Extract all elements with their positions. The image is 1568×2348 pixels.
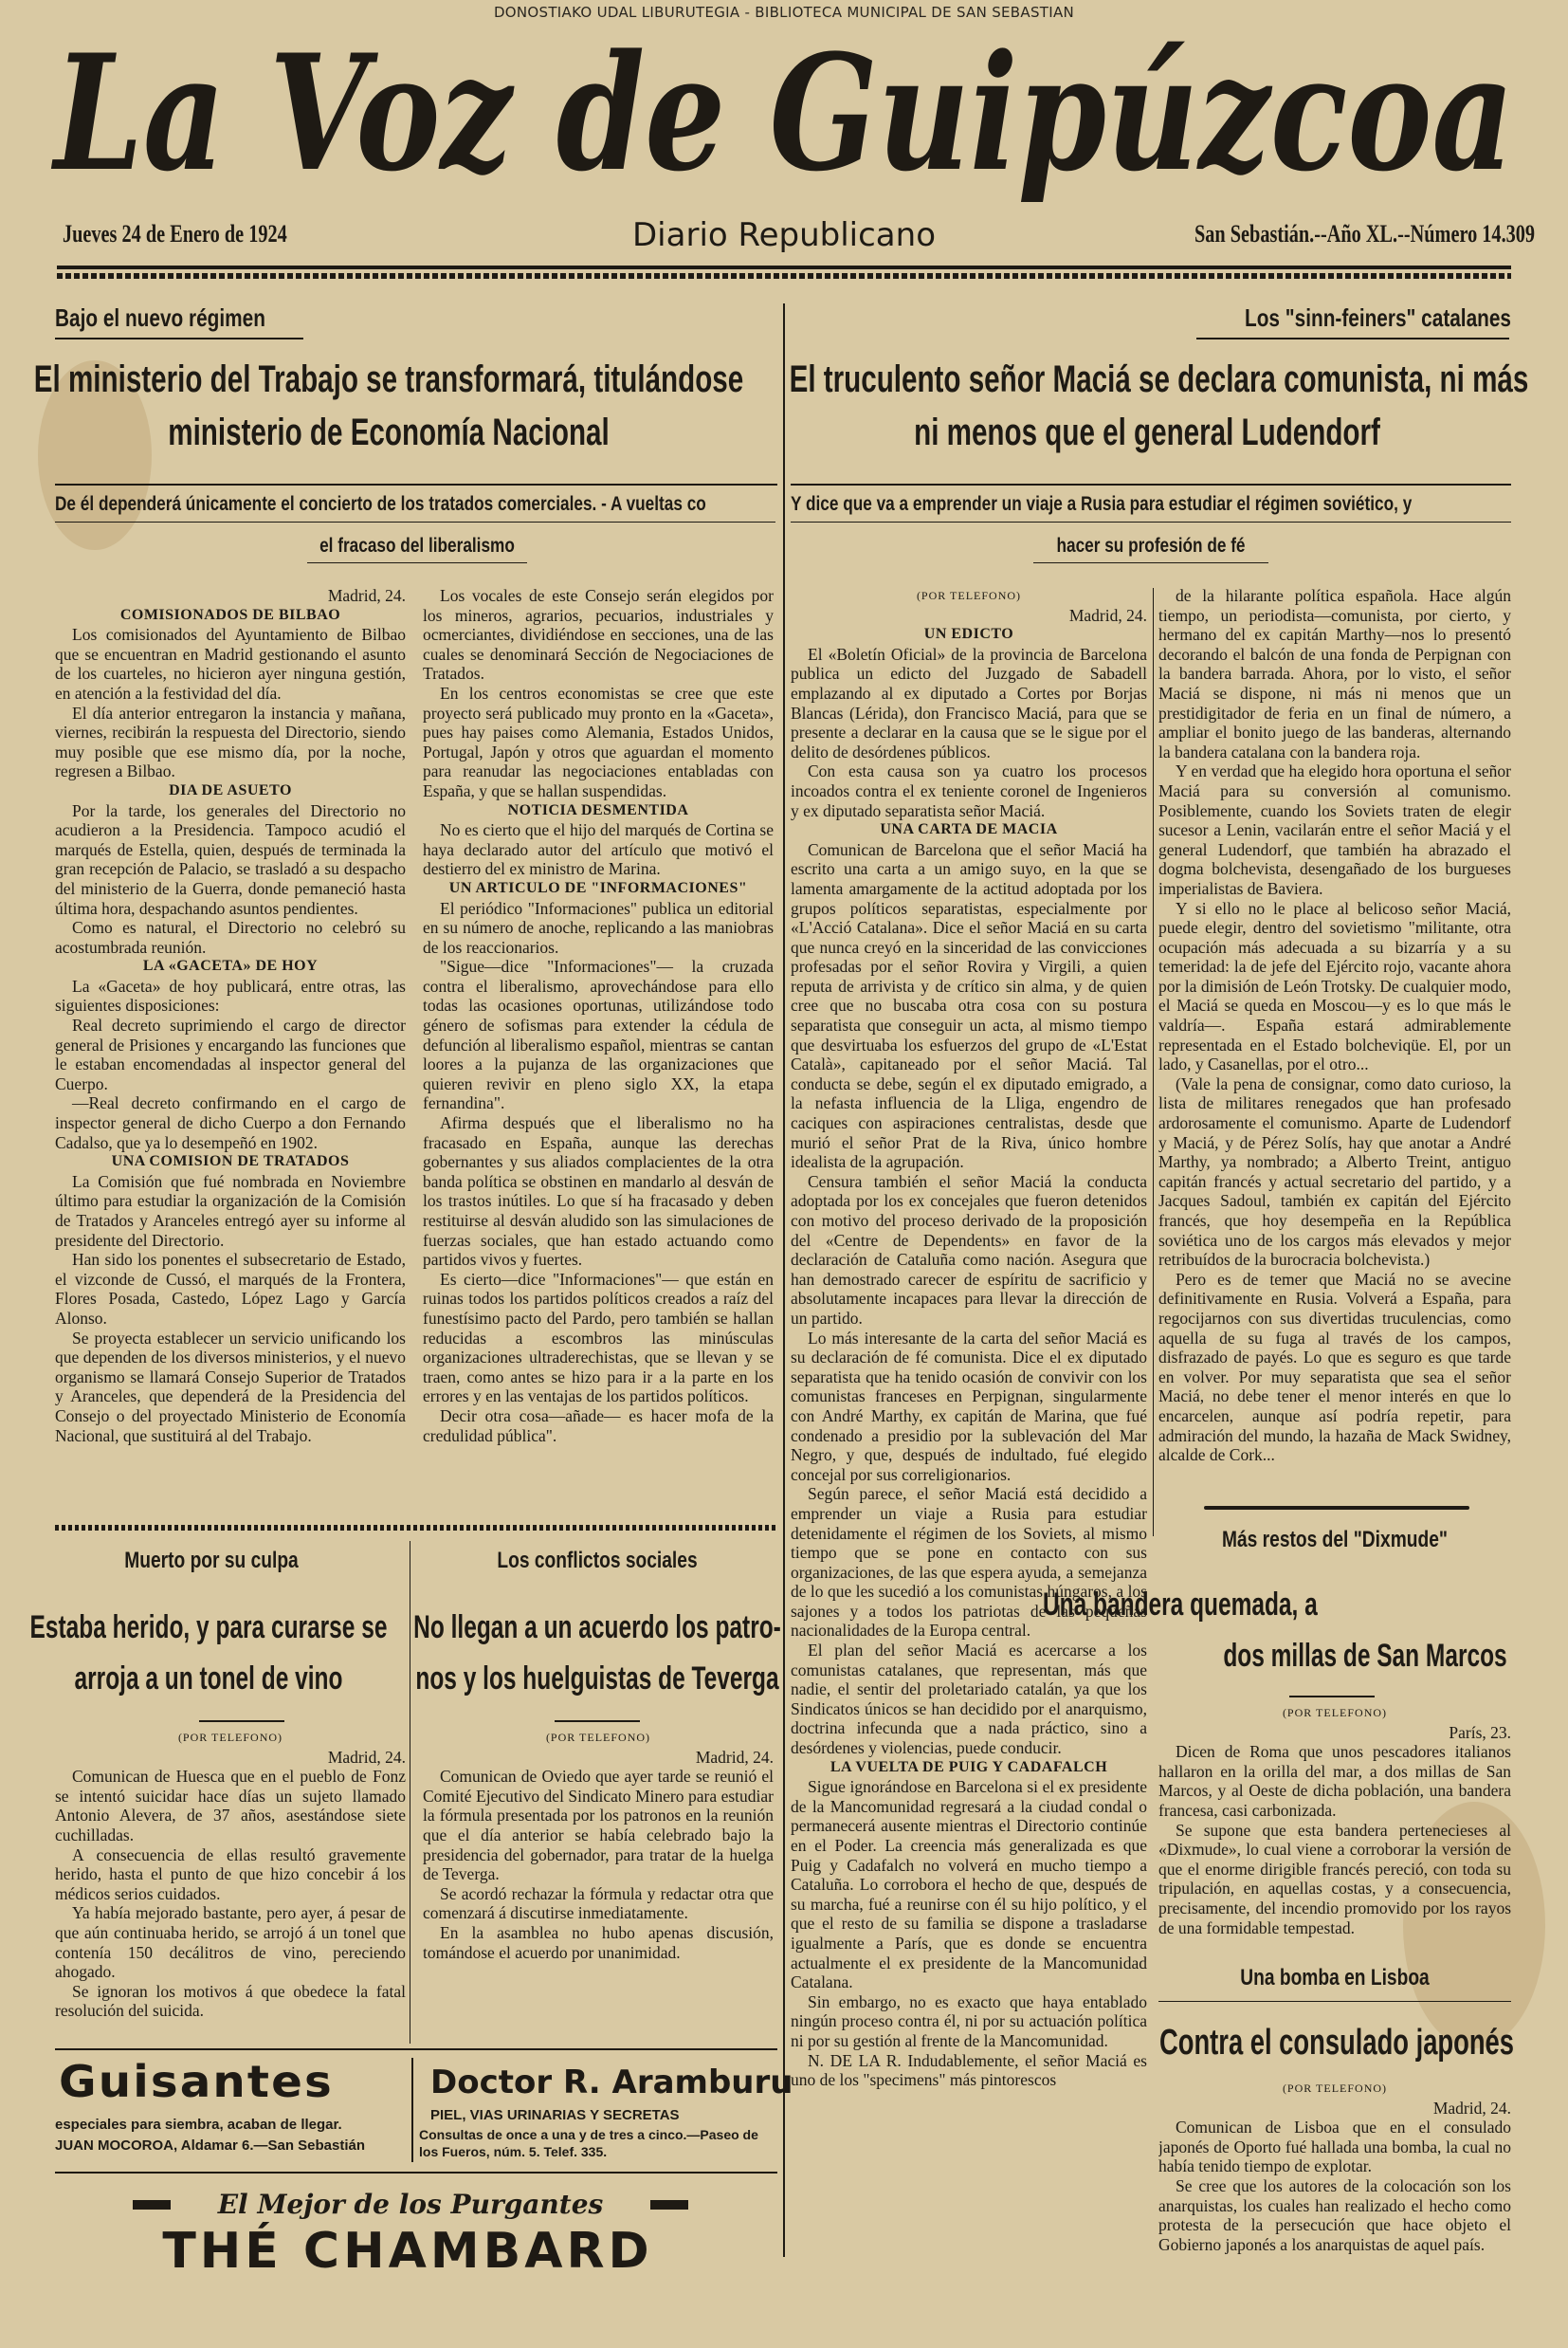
- paragraph: Censura también el señor Maciá la conducta adoptada por los ex concejales que fueron detenidos con motivo del proceso derivado de la proposición del «Centre de Dependents» en favor de la declaración de Cataluña como nación. Asegura que han demostrado carecer de espíritu de sacrificio y absolutamente incapaces para llevar la dirección de un partido.: [791, 1171, 1147, 1328]
- subheading: UNA COMISION DE TRATADOS: [111, 1153, 350, 1170]
- suicide-kicker: Muerto por su culpa: [124, 1548, 299, 1573]
- paragraph: La «Gaceta» de hoy publicará, entre otras, las siguientes disposiciones:: [55, 976, 406, 1016]
- paragraph: Como es natural, el Directorio no celebró su acostumbrada reunión.: [55, 918, 406, 957]
- short-rule: [555, 1720, 640, 1722]
- paragraph: Y en verdad que ha elegido hora oportuna el señor Maciá para su conversión al comunismo. Posiblemente, cuando los Soviets traten de elegir sucesor a Lenin, vacilarán entre el señor Maciá y el general Ludendorf, que también ha abrazado el dogma bolchevista, desengañado de los burgueses imperialistas de Baviera.: [1158, 761, 1511, 898]
- paragraph: Comunican de Oviedo que ayer tarde se reunió el Comité Ejecutivo del Sindicato Minero para estudiar la fórmula presentada por los patronos en la reunión que el día anterior se había celebrado bajo la presidencia del gobernador, para tratar de la huelga de Teverga.: [423, 1767, 774, 1884]
- paragraph: Comunican de Huesca que en el pueblo de Fonz se intentó suicidar hace días un sujeto llamado Antonio Alevera, de 37 años, asestándose siete cuchilladas.: [55, 1767, 406, 1844]
- ad-doctor-title: Doctor R. Aramburu: [430, 2064, 793, 2101]
- teverga-body: [423, 1728, 774, 2031]
- ad-guisantes-line1: especiales para siembra, acaban de llegar.: [55, 2117, 342, 2133]
- subtitle: Diario Republicano: [632, 216, 936, 254]
- paragraph: El día anterior entregaron la instancia y mañana, viernes, recibirán la respuesta del Directorio, siendo muy posible que ese mismo día, por la noche, regresen a Bilbao.: [55, 703, 406, 781]
- paragraph: Por la tarde, los generales del Directorio no acudieron a la Presidencia. Tampoco acudió el marqués de Estella, quien, después de terminada la gran recepción de Palacio, se trasladó a su despacho del ministerio de la Guerra, donde pemaneció hasta última hora, despachando asuntos pendientes.: [55, 800, 406, 918]
- kicker-underline: [1158, 2001, 1511, 2002]
- paragraph: "Sigue—dice "Informaciones"— la cruzada contra el liberalismo, aprovechándose para ello todas las ocasiones oportunas, utilizándose todo género de sofismas para extender la cédula de defunción al liberalismo español, mientras se cantan loores a la pujanza de las organizaciones que quieren revivir en pleno siglo XX, la etapa fernandina".: [423, 957, 774, 1113]
- dateline: Madrid, 24.: [327, 586, 406, 605]
- dixmude-body: [1158, 1703, 1511, 1969]
- subheading: UNA CARTA DE MACIA: [880, 821, 1058, 838]
- subheading: LA «GACETA» DE HOY: [142, 958, 319, 975]
- right-kicker: Los "sinn-feiners" catalanes: [1245, 303, 1511, 332]
- paragraph: Real decreto suprimiendo el cargo de director general de Prisiones y encargando las funciones que le estaban encomendadas al inspector general del Cuerpo.: [55, 1016, 406, 1093]
- paragraph: Los comisionados del Ayuntamiento de Bilbao que se encuentran en Madrid gestionando el asunto de los cuarteles, no hicieron ayer ninguna gestión, en atención a la festividad del día.: [55, 625, 406, 703]
- ad-guisantes-line2: JUAN MOCOROA, Aldamar 6.—San Sebastián: [55, 2137, 366, 2154]
- paragraph: Comunican de Lisboa que en el consulado japonés de Oporto fué hallada una bomba, la cual no había tenido tiempo de explotar.: [1158, 2118, 1511, 2176]
- dateline: París, 23.: [1449, 1722, 1511, 1742]
- telefono-tag: (POR TELEFONO): [916, 589, 1022, 602]
- paragraph: Los vocales de este Consejo serán elegidos por los mineros, agrarios, pecuarios, industriales y ocmerciantes, dividiéndose en secciones, una de las cuales se denominará Sección de Negociaciones de Tratados.: [423, 586, 774, 684]
- subheading: UN EDICTO: [923, 626, 1014, 643]
- left-story-column-2: [423, 586, 774, 1515]
- paragraph: Ya había mejorado bastante, pero ayer, á pesar de que aún continuaba herido, se arrojó á un tonel que contenía 150 decálitros de vino, pereciendo ahogado.: [55, 1903, 406, 1982]
- paragraph: No es cierto que el hijo del marqués de Cortina se haya declarado autor del artículo que motivó el destierro del ex ministro de Marina.: [423, 820, 774, 879]
- paragraph: Decir otra cosa—añade— es hacer mofa de la credulidad pública".: [423, 1405, 774, 1445]
- paragraph: Lo más interesante de la carta del señor Maciá es su declaración de fé comunista. Dice el ex diputado separatista que ha tenido ocasión de convivir con los comunistas franceses en Perpignan, singularmente con André Marthy, ex capitán de Marina, que fué condenado a presidio por la sublevación del Mar Negro, y que, después de indultado, fué elegido concejal por sus correligionarios.: [791, 1328, 1147, 1484]
- paragraph: La Comisión que fué nombrada en Noviembre último para estudiar la organización de la Comisión de Tratados y Aranceles entregó ayer su informe al presidente del Directorio.: [55, 1171, 406, 1250]
- right-headline-1: El truculento señor Maciá se declara comunista, ni más: [789, 358, 1529, 400]
- dateline: Madrid, 24.: [1068, 605, 1147, 625]
- lisboa-headline: Contra el consulado japonés: [1159, 2023, 1514, 2063]
- telefono-tag: (POR TELEFONO): [1282, 2082, 1388, 2095]
- paragraph: Sigue ignorándose en Barcelona si el ex presidente de la Mancomunidad regresará a la ciudad condal o permanecerá ausente mientras el Directorio continúe en el Poder. La creencia más generalizada es que Puig y Cadafalch no volverá en mucho tiempo a Cataluña. Lo corrobora el hecho de que, después de su marcha, fué a reunirse con él su hijo político, y el que el resto de su familia se dispone a trasladarse igualmente a París, que es donde se encuentra actualmente el ex presidente de la Mancomunidad Catalana.: [791, 1777, 1147, 1992]
- paragraph: Se supone que esta bandera pertenecieses al «Dixmude», lo cual viene a corroborar la versión de que el enorme dirigible francés pereció, con toda su tripulación, en aquellas costas, y a consecuencia, precisamente, del incendio promovido por los rayos de una formidable tempestad.: [1158, 1820, 1511, 1937]
- dateline: Madrid, 24.: [695, 1747, 774, 1767]
- ad-guisantes-title: Guisantes: [59, 2056, 334, 2107]
- right-deck-1: Y dice que va a emprender un viaje a Rusia para estudiar el régimen soviético, y: [791, 493, 1413, 515]
- dixmude-kicker: Más restos del "Dixmude": [1221, 1527, 1448, 1552]
- ads-rule: [55, 2172, 777, 2174]
- paragraph: —Real decreto confirmando en el cargo de inspector general de dicho Cuerpo a don Fernando Cadalso, que ya lo desempeñó en 1902.: [55, 1093, 406, 1152]
- paragraph: Se ignoran los motivos á que obedece la fatal resolución del suicida.: [55, 1981, 406, 2021]
- left-headline-1: El ministerio del Trabajo se transformará, titulándose: [33, 358, 744, 400]
- paragraph: El «Boletín Oficial» de la provincia de Barcelona publica un edicto del Juzgado de Sabadell emplazando al ex diputado a Cortes por Borjas Blancas (Lérida), don Francisco Maciá, para que se presente a declarar en la causa que se le sigue por el delito de desórdenes públicos.: [791, 644, 1147, 761]
- kicker-underline: [55, 338, 303, 339]
- paragraph: Afirma después que el liberalismo no ha fracasado en España, aunque las derechas gobernantes y sus aliados complacientes de la otra banda política se obstinen en mandarlo al desván de los trastos inútiles. Lo que sí ha fracasado y deben restituirse al desván aludido son las simulaciones de fuerzas sociales, que han estado actuando como partidos vivos y fuertes.: [423, 1113, 774, 1270]
- paragraph: Con esta causa son ya cuatro los procesos incoados contra el ex teniente coronel de Ingenieros y ex diputado separatista señor Maciá.: [791, 761, 1147, 820]
- left-deck-2: el fracaso del liberalismo: [319, 535, 515, 557]
- svg-text:La Voz de Guipúzcoa: La Voz de Guipúzcoa: [50, 25, 1514, 205]
- left-kicker: Bajo el nuevo régimen: [55, 303, 265, 332]
- subheading: LA VUELTA DE PUIG Y CADAFALCH: [830, 1758, 1108, 1775]
- paragraph: Dicen de Roma que unos pescadores italianos hallaron en la orilla del mar, a dos millas de San Marcos, y al Oeste de dicha población, una bandera francesa, casi carbonizada.: [1158, 1742, 1511, 1820]
- subheading: NOTICIA DESMENTIDA: [507, 801, 689, 818]
- suicide-body: [55, 1728, 406, 2031]
- paragraph: Y si ello no le place al belicoso señor Maciá, puede elegir, dentro del sovietismo "militante, otra ocupación más adecuada a su bizarría y a su temeridad: la de jefe del Ejército rojo, vacante ahora por la dimisión de León Trotsky. De cualquier modo, el Maciá se queda en Moscou—y es lo que más le valdría—. España estará admirablemente representada en el Estado bolcheviqüe. El, por un lado, y Casanellas, por el otro...: [1158, 898, 1511, 1074]
- section-separator: [55, 1525, 775, 1531]
- suicide-headline-2: arroja a un tonel de vino: [74, 1660, 343, 1697]
- paragraph: (Vale la pena de consignar, como dato curioso, la lista de militares renegados que han profesado ardorosamente el comunismo. Aparte de Ludendorf y Maciá, y de Pérez Solís, hay que anotar a André Marthy, ya nombrado; a Alberto Treint, antiguo capitán francés y actual secretario del partido, y a Jacques Sadoul, también ex capitán del Ejército francés, que hoy desempeña en la República soviética uno de los cargos más elevados y mejor retribuídos de la burocracia bolchevista.): [1158, 1073, 1511, 1270]
- masthead-rule: [57, 266, 1511, 269]
- paragraph: El plan del señor Maciá es acercarse a los comunistas catalanes, que representan, más que nadie, el sentir del proletariado catalán, ya que los Sindicatos únicos se han decidido por el anarquismo, doctrina infecunda que a nada práctico, sino a desórdenes y violencias, puede conducir.: [791, 1641, 1147, 1758]
- paragraph: Comunican de Barcelona que el señor Maciá ha escrito una carta a un amigo suyo, en la que se lamenta amargamente de la actitud adoptada por los grupos políticos separatistas, especialmente por «L'Acció Catalana». Dice el señor Maciá en su carta que nunca creyó en la sinceridad de las convicciones profesadas por el señor Rovira y Virgili, a quien reputa de arrivista y de crítico sin alma, y de quien cree que no buscaba otra cosa con su postura separatista que conseguir un acta, al mismo tiempo que desvirtuaba los esfuerzos del grupo de «L'Estat Català», capitaneado por el señor Maciá. Tal conducta se debe, según el ex diputado emigrado, a la nefasta influencia de la Lliga, engendro de caciques con aspiraciones centralistas, desde que murió el señor Prat de la Riva, único hombre idealista de la agrupación.: [791, 839, 1147, 1172]
- kicker-underline: [1196, 338, 1509, 339]
- right-story-column-1: [791, 586, 1147, 2312]
- short-rule: [199, 1720, 284, 1722]
- paragraph: Sin embargo, no es exacto que haya entablado ningún proceso contra él, ni por su actuación política ni por su gestión al frente de la Mancomunidad.: [791, 1991, 1147, 2050]
- left-headline-2: ministerio de Economía Nacional: [168, 412, 610, 453]
- right-deck-2: hacer su profesión de fé: [1056, 535, 1246, 557]
- paragraph: Se proyecta establecer un servicio unificando los que dependen de los diversos ministerios, y el nuevo organismo se llamará Consejo Superior de Tratados y Aranceles, que dependerá de la Presidencia del Consejo o del proyectado Ministerio de Economía Nacional, que sustituirá al del Trabajo.: [55, 1328, 406, 1445]
- right-story-column-2: [1158, 586, 1511, 1525]
- ad-purgante-brand: THÉ CHAMBARD: [162, 2223, 653, 2280]
- masthead-logo: [38, 25, 1530, 205]
- issue-number: San Sebastián.--Año XL.--Número 14.309: [1194, 220, 1536, 248]
- deck-underline: [307, 562, 527, 563]
- teverga-headline-2: nos y los huelguistas de Teverga: [415, 1660, 779, 1697]
- paragraph: En los centros economistas se cree que este proyecto será publicado muy pronto en la «Gaceta», pues hay paises como Alemania, Estados Unidos, Portugal, Japón y otros que aguardan el momento para reanudar las negociaciones entabladas con España, y que se hallan suspendidas.: [423, 683, 774, 800]
- dateline: Madrid, 24.: [1432, 2098, 1511, 2118]
- paragraph: A consecuencia de ellas resultó gravemente herido, hasta el punto de que hizo concebir á los médicos serios cuidados.: [55, 1844, 406, 1903]
- library-banner: DONOSTIAKO UDAL LIBURUTEGIA - BIBLIOTECA MUNICIPAL DE SAN SEBASTIAN: [493, 4, 1075, 21]
- dateline: Madrid, 24.: [327, 1747, 406, 1767]
- telefono-tag: (POR TELEFONO): [1282, 1706, 1388, 1719]
- paragraph: En la asamblea no hubo apenas discusión, tomándose el acuerdo por unanimidad.: [423, 1922, 774, 1962]
- dixmude-headline-2: dos millas de San Marcos: [1223, 1638, 1507, 1674]
- dixmude-headline-1: Una bandera quemada, a: [1043, 1587, 1318, 1623]
- subheading: DIA DE ASUETO: [169, 781, 292, 798]
- ad-divider: [411, 2058, 413, 2162]
- deck-underline: [55, 522, 775, 523]
- paragraph: Se acordó rechazar la fórmula y redactar otra que comenzará á discutirse inmediatamente.: [423, 1883, 774, 1923]
- telefono-tag: (POR TELEFONO): [545, 1731, 651, 1744]
- telefono-tag: (POR TELEFONO): [177, 1731, 283, 1744]
- paragraph: Se cree que los autores de la colocación son los anarquistas, los cuales han realizado el hecho como protesta de la persecución que hace objeto el Gobierno japonés a los anarquistas de aquel país.: [1158, 2175, 1511, 2254]
- deck-underline: [1033, 562, 1268, 563]
- paragraph: Según parece, el señor Maciá está decidido a emprender un viaje a Rusia para estudiar detenidamente el régimen de los Soviets, al mismo tiempo que se pone en contacto con sus organizaciones, de las que espera ayuda, a semejanza de lo que les sucedió a los comunistas húngaros, a los sajones y a todos los patriotas de las pequeñas nacionalidades de la Europa central.: [791, 1484, 1147, 1641]
- paragraph: de la hilarante política española. Hace algún tiempo, un periodista—comunista, por cierto, y hermano del ex capitán Marthy—nos lo presentó decorando el balcón de una fonda de Perpignan con la bandera barrada. Ahora, por lo visto, el señor Maciá se dispone, ni más ni menos que un prestidigitador de feria en un final de número, a ampliar el bonito juego de las banderas, alternando la bandera catalana con la bandera roja.: [1158, 586, 1511, 761]
- left-deck-1: De él dependerá únicamente el concierto de los tratados comerciales. - A vueltas co: [55, 493, 706, 515]
- ad-ornament: [650, 2200, 688, 2210]
- ads-rule: [55, 2048, 777, 2050]
- column-divider: [783, 303, 785, 2257]
- teverga-kicker: Los conflictos sociales: [497, 1548, 698, 1573]
- deck-underline: [791, 522, 1511, 523]
- issue-date: Jueves 24 de Enero de 1924: [63, 220, 287, 248]
- lisboa-body: [1158, 2079, 1511, 2316]
- paragraph: El periódico "Informaciones" publica un editorial en su número de anoche, replicando a las maniobras de los reaccionarios.: [423, 898, 774, 957]
- headline-rule: [791, 484, 1511, 486]
- ad-doctor-line1: PIEL, VIAS URINARIAS Y SECRETAS: [430, 2107, 680, 2123]
- suicide-headline-1: Estaba herido, y para curarse se: [29, 1609, 388, 1645]
- column-divider: [1153, 588, 1154, 1536]
- headline-rule: [55, 484, 777, 486]
- teverga-headline-1: No llegan a un acuerdo los patro-: [413, 1609, 781, 1645]
- right-headline-2: ni menos que el general Ludendorf: [914, 412, 1380, 453]
- paragraph: Es cierto—dice "Informaciones"— que están en ruinas todos los partidos políticos creados a raíz del funestísimo pacto del Pardo, pero también se hallan reducidas a escombros las minúsculas organizaciones ultraderechistas, que se llevan y se traen, como antes se hizo para ir a la parte en los errores y en las ventajas de los partidos políticos.: [423, 1269, 774, 1406]
- subheading: COMISIONADOS DE BILBAO: [119, 606, 341, 623]
- ad-purgante-line: El Mejor de los Purgantes: [217, 2189, 604, 2220]
- left-story-column-1: [55, 586, 406, 1515]
- subheading: UN ARTICULO DE "INFORMACIONES": [448, 879, 748, 896]
- paragraph: Han sido los ponentes el subsecretario de Estado, el vizconde de Cussó, el marqués de la Frontera, Flores Posada, Castedo, López Lago y García Alonso.: [55, 1250, 406, 1328]
- paragraph: Pero es de temer que Maciá no se avecine definitivamente en Rusia. Volverá a España, para regocijarnos con sus divertidas truculencias, como aquella de su fuga al través de los campos, disfrazado de payés. Lo que es seguro es que tarde en volver. Por muy separatista que sea el señor Maciá, no debe tener el menor interés en que lo encarcelen, aunque así podría repetir, para admiración del mundo, la hazaña de Mack Swidney, alcalde de Cork...: [1158, 1269, 1511, 1465]
- ad-doctor-line2: Consultas de once a una y de tres a cinco.—Paseo de los Fueros, núm. 5. Telef. 335.: [419, 2127, 758, 2159]
- paragraph: N. DE LA R. Indudablemente, el señor Maciá es uno de los "specimens" más pintorescos: [791, 2050, 1147, 2090]
- lisboa-kicker: Una bomba en Lisboa: [1240, 1965, 1430, 1990]
- ornamental-rule: [1204, 1506, 1469, 1510]
- masthead-rule-dotted: [57, 273, 1511, 279]
- short-rule: [1289, 1696, 1375, 1697]
